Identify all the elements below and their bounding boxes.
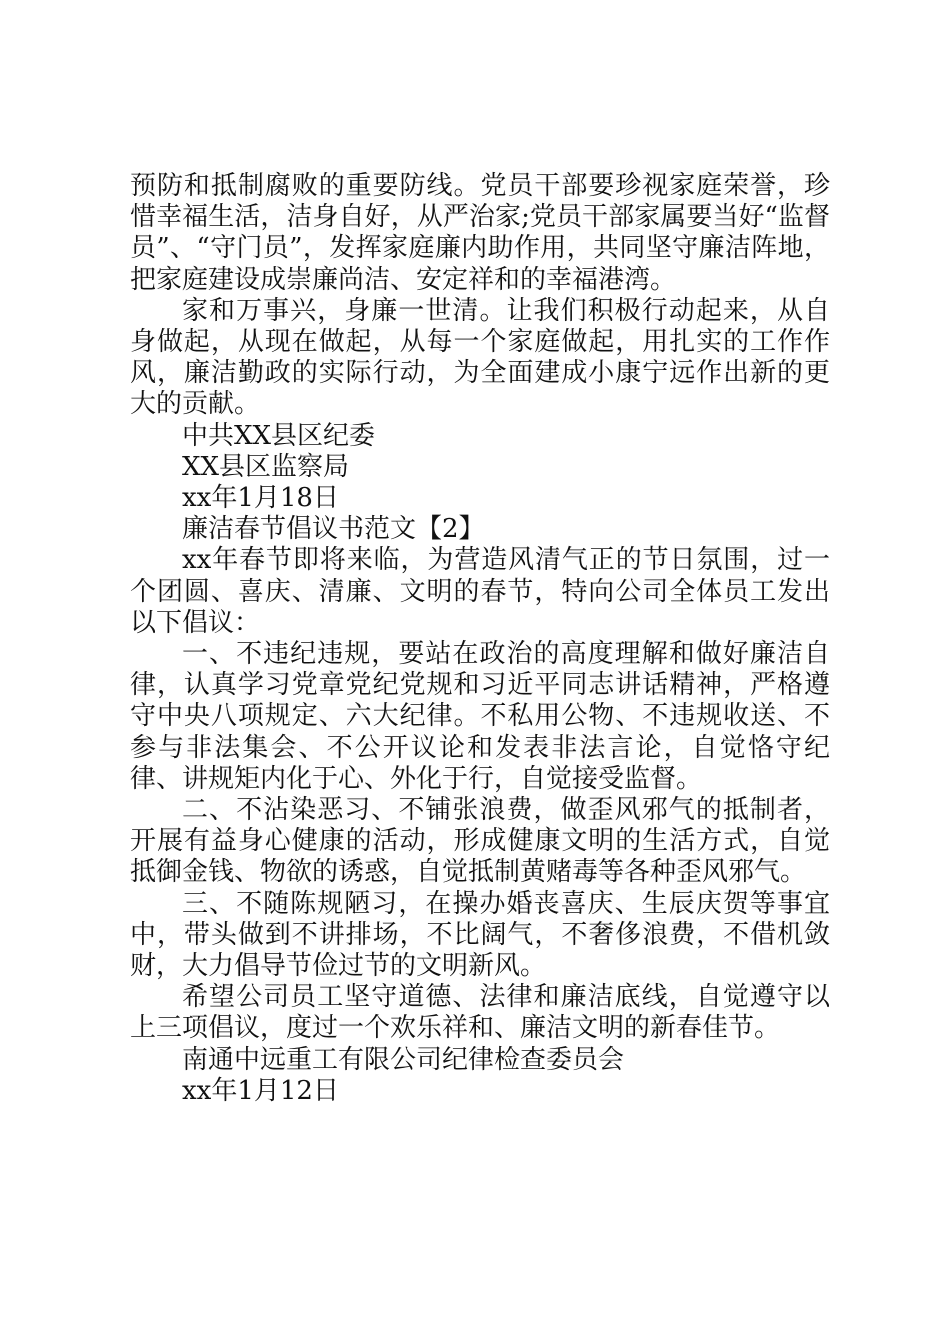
signature-org-company-commission: 南通中远重工有限公司纪律检查委员会 bbox=[182, 1044, 625, 1075]
document-body bbox=[130, 171, 830, 1107]
signature-org-discipline-commission: 中共XX县区纪委 bbox=[182, 420, 376, 451]
signature-org-supervision-bureau: XX县区监察局 bbox=[182, 451, 350, 482]
paragraph-continuation: 预防和抵制腐败的重要防线。党员干部要珍视家庭荣誉，珍惜幸福生活，洁身自好，从严治家;党员干部家属要当好“监督员”、“守门员”，发挥家庭廉内助作用，共同坚守廉洁阵地，把家庭建设成崇廉尚洁、安定祥和的幸福港湾。 bbox=[130, 171, 830, 295]
closing-paragraph: 希望公司员工坚守道德、法律和廉洁底线，自觉遵守以上三项倡议，度过一个欢乐祥和、廉洁文明的新春佳节。 bbox=[130, 982, 830, 1044]
proposal-item-3: 三、不随陈规陋习，在操办婚丧喜庆、生辰庆贺等事宜中，带头做到不讲排场，不比阔气，不奢侈浪费，不借机敛财，大力倡导节俭过节的文明新风。 bbox=[130, 888, 830, 982]
intro-paragraph: xx年春节即将来临，为营造风清气正的节日氛围，过一个团圆、喜庆、清廉、文明的春节，特向公司全体员工发出以下倡议： bbox=[130, 545, 830, 638]
proposal-item-1: 一、不违纪违规，要站在政治的高度理解和做好廉洁自律，认真学习党章党纪党规和习近平同志讲话精神，严格遵守中央八项规定、六大纪律。不私用公物、不违规收送、不参与非法集会、不公开议论和发表非法言论，自觉恪守纪律、讲规矩内化于心、外化于行，自觉接受监督。 bbox=[130, 639, 830, 794]
proposal-item-2: 二、不沾染恶习、不铺张浪费，做歪风邪气的抵制者，开展有益身心健康的活动，形成健康文明的生活方式，自觉抵御金钱、物欲的诱惑，自觉抵制黄赌毒等各种歪风邪气。 bbox=[130, 795, 830, 888]
section-title: 廉洁春节倡议书范文【2】 bbox=[182, 514, 485, 545]
signature-date-second: xx年1月12日 bbox=[182, 1075, 339, 1106]
paragraph-call-to-action: 家和万事兴，身廉一世清。让我们积极行动起来，从自身做起，从现在做起，从每一个家庭做起，用扎实的工作作风，廉洁勤政的实际行动，为全面建成小康宁远作出新的更大的贡献。 bbox=[130, 295, 830, 420]
signature-date-first: xx年1月18日 bbox=[182, 483, 339, 514]
